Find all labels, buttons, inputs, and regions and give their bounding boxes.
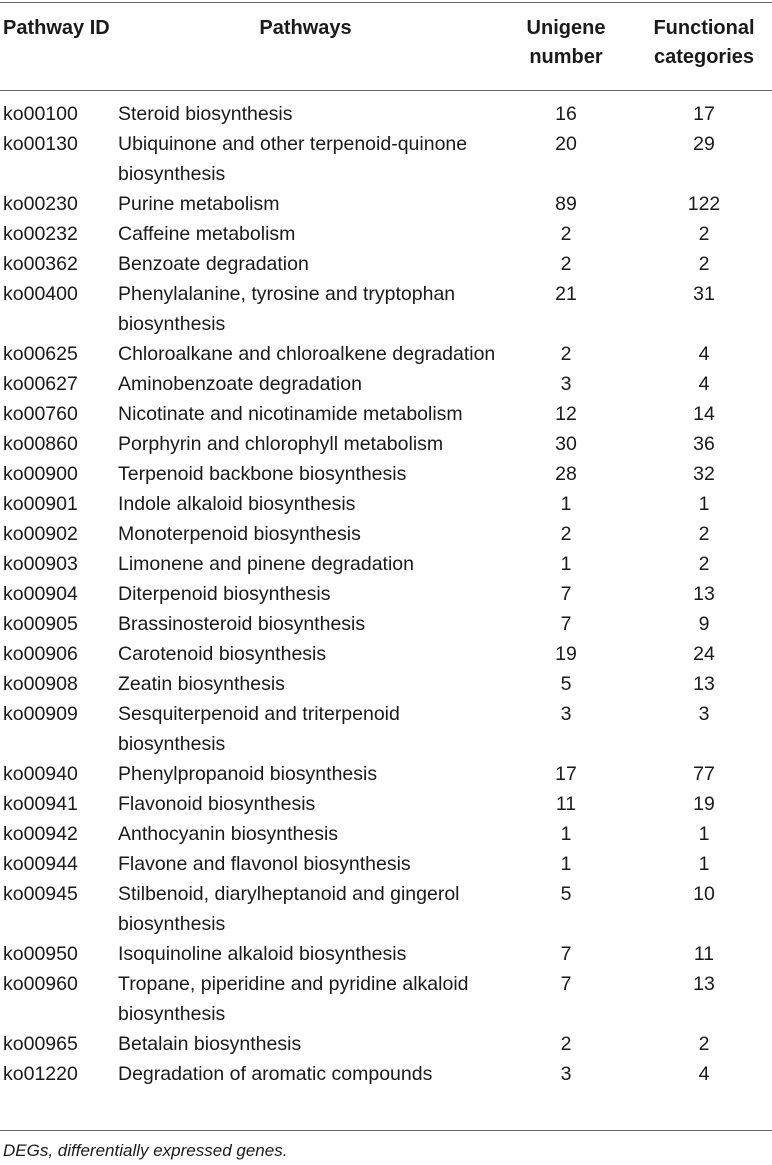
- cell-unigene-number: 1: [560, 823, 572, 845]
- cell-unigene-number: 5: [560, 883, 572, 905]
- cell-unigene-number: 30: [555, 433, 577, 455]
- cell-pathway-id: ko00944: [3, 853, 78, 875]
- cell-pathway-id: ko00901: [3, 493, 78, 515]
- cell-functional-categories: 13: [693, 583, 715, 605]
- cell-functional-categories: 1: [698, 493, 710, 515]
- table-row: [0, 699, 772, 759]
- cell-pathway-name: Diterpenoid biosynthesis: [118, 583, 331, 605]
- table-row: [0, 219, 772, 249]
- cell-unigene-number: 2: [560, 1033, 572, 1055]
- cell-pathway-name: Betalain biosynthesis: [118, 1033, 302, 1055]
- cell-unigene-number: 12: [555, 403, 577, 425]
- header-pathways: Pathways: [259, 17, 352, 39]
- cell-unigene-number: 3: [560, 1063, 572, 1085]
- table-row: [0, 489, 772, 519]
- cell-functional-categories: 14: [693, 403, 715, 425]
- cell-pathway-name: Chloroalkane and chloroalkene degradation: [118, 343, 496, 365]
- cell-unigene-number: 7: [560, 943, 572, 965]
- cell-functional-categories: 2: [698, 553, 710, 575]
- cell-unigene-number: 2: [560, 343, 572, 365]
- cell-pathway-name: Phenylalanine, tyrosine and tryptophan biosynthesis: [118, 283, 456, 335]
- table-row: [0, 99, 772, 129]
- table-row: [0, 279, 772, 339]
- cell-unigene-number: 28: [555, 463, 577, 485]
- cell-pathway-name: Steroid biosynthesis: [118, 103, 293, 125]
- table-header-rule: [0, 90, 772, 91]
- cell-functional-categories: 4: [698, 373, 710, 395]
- cell-pathway-id: ko01220: [3, 1063, 78, 1085]
- cell-functional-categories: 11: [693, 943, 715, 965]
- table-row: [0, 429, 772, 459]
- cell-unigene-number: 1: [560, 853, 572, 875]
- table-header: [0, 14, 772, 84]
- cell-pathway-name: Purine metabolism: [118, 193, 280, 215]
- cell-pathway-id: ko00903: [3, 553, 78, 575]
- cell-pathway-name: Degradation of aromatic compounds: [118, 1063, 433, 1085]
- cell-functional-categories: 3: [698, 703, 710, 725]
- table-row: [0, 639, 772, 669]
- cell-pathway-id: ko00860: [3, 433, 78, 455]
- cell-pathway-id: ko00906: [3, 643, 78, 665]
- cell-pathway-name: Aminobenzoate degradation: [118, 373, 362, 395]
- table-row: [0, 369, 772, 399]
- cell-functional-categories: 24: [693, 643, 715, 665]
- cell-unigene-number: 17: [555, 763, 577, 785]
- cell-functional-categories: 2: [698, 1033, 710, 1055]
- cell-pathway-id: ko00100: [3, 103, 78, 125]
- cell-pathway-name: Nicotinate and nicotinamide metabolism: [118, 403, 463, 425]
- table-row: [0, 609, 772, 639]
- cell-functional-categories: 122: [687, 193, 721, 215]
- cell-pathway-name: Limonene and pinene degradation: [118, 553, 414, 575]
- table-row: [0, 1029, 772, 1059]
- table-row: [0, 519, 772, 549]
- cell-pathway-id: ko00960: [3, 973, 78, 995]
- table-row: [0, 1059, 772, 1089]
- cell-functional-categories: 2: [698, 223, 710, 245]
- cell-pathway-name: Carotenoid biosynthesis: [118, 643, 327, 665]
- cell-unigene-number: 1: [560, 553, 572, 575]
- cell-pathway-name: Sesquiterpenoid and triterpenoid biosynthesis: [118, 703, 400, 755]
- header-functional-categories: Functional categories: [653, 17, 755, 68]
- cell-pathway-id: ko00941: [3, 793, 78, 815]
- table-row: [0, 849, 772, 879]
- cell-functional-categories: 2: [698, 523, 710, 545]
- cell-pathway-name: Terpenoid backbone biosynthesis: [118, 463, 407, 485]
- cell-unigene-number: 11: [555, 793, 577, 815]
- cell-unigene-number: 2: [560, 253, 572, 275]
- table-row: [0, 249, 772, 279]
- cell-pathway-id: ko00908: [3, 673, 78, 695]
- cell-functional-categories: 10: [693, 883, 715, 905]
- table-row: [0, 549, 772, 579]
- cell-unigene-number: 7: [560, 583, 572, 605]
- cell-functional-categories: 17: [693, 103, 715, 125]
- cell-functional-categories: 4: [698, 1063, 710, 1085]
- cell-pathway-id: ko00230: [3, 193, 78, 215]
- cell-unigene-number: 7: [560, 973, 572, 995]
- cell-unigene-number: 19: [555, 643, 577, 665]
- cell-functional-categories: 29: [693, 133, 715, 155]
- table-top-rule: [0, 2, 772, 3]
- header-unigene-number: Unigene number: [526, 17, 606, 68]
- table-row: [0, 339, 772, 369]
- cell-functional-categories: 1: [698, 853, 710, 875]
- cell-functional-categories: 36: [693, 433, 715, 455]
- cell-pathway-id: ko00945: [3, 883, 78, 905]
- cell-pathway-name: Anthocyanin biosynthesis: [118, 823, 339, 845]
- cell-pathway-id: ko00905: [3, 613, 78, 635]
- cell-functional-categories: 9: [698, 613, 710, 635]
- cell-unigene-number: 7: [560, 613, 572, 635]
- cell-pathway-id: ko00940: [3, 763, 78, 785]
- cell-pathway-name: Tropane, piperidine and pyridine alkaloid biosynthesis: [118, 973, 469, 1025]
- cell-pathway-name: Porphyrin and chlorophyll metabolism: [118, 433, 444, 455]
- cell-pathway-name: Ubiquinone and other terpenoid-quinone biosynthesis: [118, 133, 468, 185]
- table-body: [0, 99, 772, 1089]
- cell-pathway-id: ko00625: [3, 343, 78, 365]
- table-row: [0, 129, 772, 189]
- cell-pathway-id: ko00902: [3, 523, 78, 545]
- cell-pathway-id: ko00627: [3, 373, 78, 395]
- cell-pathway-name: Monoterpenoid biosynthesis: [118, 523, 361, 545]
- cell-unigene-number: 3: [560, 373, 572, 395]
- cell-pathway-name: Stilbenoid, diarylheptanoid and gingerol biosynthesis: [118, 883, 460, 935]
- cell-unigene-number: 2: [560, 523, 572, 545]
- table-footnote: DEGs, differentially expressed genes.: [3, 1141, 288, 1160]
- cell-pathway-name: Brassinosteroid biosynthesis: [118, 613, 366, 635]
- cell-pathway-id: ko00965: [3, 1033, 78, 1055]
- table-row: [0, 819, 772, 849]
- cell-unigene-number: 5: [560, 673, 572, 695]
- cell-pathway-id: ko00362: [3, 253, 78, 275]
- header-pathway-id: Pathway ID: [3, 17, 110, 39]
- cell-unigene-number: 1: [560, 493, 572, 515]
- cell-pathway-id: ko00900: [3, 463, 78, 485]
- cell-pathway-name: Zeatin biosynthesis: [118, 673, 285, 695]
- cell-functional-categories: 19: [693, 793, 715, 815]
- cell-functional-categories: 1: [698, 823, 710, 845]
- cell-unigene-number: 2: [560, 223, 572, 245]
- cell-pathway-id: ko00950: [3, 943, 78, 965]
- cell-unigene-number: 3: [560, 703, 572, 725]
- cell-pathway-id: ko00760: [3, 403, 78, 425]
- table-row: [0, 579, 772, 609]
- cell-unigene-number: 20: [555, 133, 577, 155]
- cell-pathway-id: ko00942: [3, 823, 78, 845]
- table-row: [0, 789, 772, 819]
- table-row: [0, 399, 772, 429]
- cell-pathway-id: ko00400: [3, 283, 78, 305]
- table-row: [0, 939, 772, 969]
- table-row: [0, 459, 772, 489]
- cell-functional-categories: 31: [693, 283, 715, 305]
- cell-pathway-name: Caffeine metabolism: [118, 223, 296, 245]
- cell-pathway-id: ko00130: [3, 133, 78, 155]
- cell-pathway-name: Flavone and flavonol biosynthesis: [118, 853, 411, 875]
- table-row: [0, 969, 772, 1029]
- cell-pathway-id: ko00232: [3, 223, 78, 245]
- cell-pathway-name: Phenylpropanoid biosynthesis: [118, 763, 378, 785]
- table-row: [0, 189, 772, 219]
- cell-pathway-name: Indole alkaloid biosynthesis: [118, 493, 356, 515]
- cell-pathway-name: Benzoate degradation: [118, 253, 309, 275]
- cell-pathway-name: Flavonoid biosynthesis: [118, 793, 316, 815]
- table-row: [0, 759, 772, 789]
- table-bottom-rule: [0, 1130, 772, 1131]
- cell-functional-categories: 13: [693, 973, 715, 995]
- cell-functional-categories: 77: [693, 763, 715, 785]
- cell-pathway-name: Isoquinoline alkaloid biosynthesis: [118, 943, 407, 965]
- cell-unigene-number: 21: [555, 283, 577, 305]
- table-row: [0, 879, 772, 939]
- cell-functional-categories: 32: [693, 463, 715, 485]
- cell-functional-categories: 4: [698, 343, 710, 365]
- cell-functional-categories: 2: [698, 253, 710, 275]
- cell-functional-categories: 13: [693, 673, 715, 695]
- cell-unigene-number: 89: [555, 193, 577, 215]
- cell-pathway-id: ko00904: [3, 583, 78, 605]
- table-row: [0, 669, 772, 699]
- cell-unigene-number: 16: [555, 103, 577, 125]
- cell-pathway-id: ko00909: [3, 703, 78, 725]
